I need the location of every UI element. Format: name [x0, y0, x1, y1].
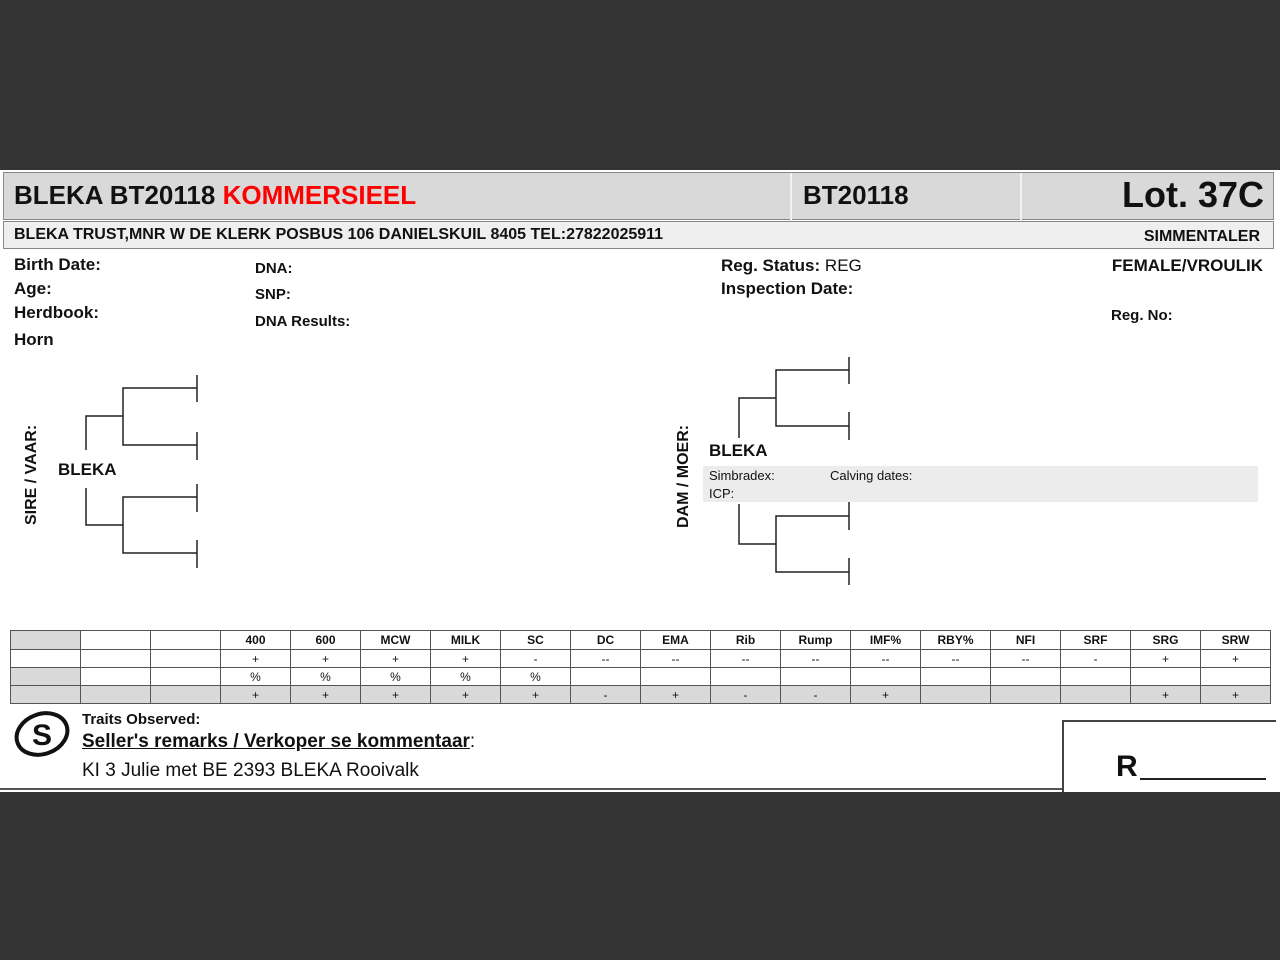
- stats-column-header: Rump: [781, 631, 851, 650]
- stats-column-header: 400: [221, 631, 291, 650]
- stats-row: [11, 668, 1271, 686]
- stats-cell: --: [991, 650, 1061, 668]
- s-logo-icon: [12, 710, 74, 760]
- stats-cell: +: [291, 650, 361, 668]
- stats-cell: %: [221, 668, 291, 686]
- stats-column-header: NFI: [991, 631, 1061, 650]
- stats-cell: +: [851, 686, 921, 704]
- stats-cell: +: [361, 686, 431, 704]
- stats-cell: -: [711, 686, 781, 704]
- stats-header-row: [11, 631, 1271, 650]
- birth-date-label: Birth Date:: [14, 255, 101, 274]
- stats-column-header: RBY%: [921, 631, 991, 650]
- stats-cell: [571, 668, 641, 686]
- stats-table: [10, 630, 1271, 704]
- stats-cell: +: [501, 686, 571, 704]
- stats-column-header: MCW: [361, 631, 431, 650]
- stats-cell: [711, 668, 781, 686]
- reg-status-label: Reg. Status:: [721, 256, 821, 275]
- dam-info-box: [703, 466, 1258, 502]
- stats-cell: [1061, 686, 1131, 704]
- stats-cell: -: [1061, 650, 1131, 668]
- stats-cell: +: [1201, 650, 1271, 668]
- stats-column-header: DC: [571, 631, 641, 650]
- stats-column-header: SRG: [1131, 631, 1201, 650]
- sire-name: BLEKA: [58, 460, 117, 479]
- lot-card: [0, 170, 1280, 792]
- stats-cell: [1201, 668, 1271, 686]
- stats-cell: -: [781, 686, 851, 704]
- stats-cell: +: [431, 650, 501, 668]
- stats-cell: +: [221, 686, 291, 704]
- stats-cell: [991, 668, 1061, 686]
- svg-text:S: S: [31, 719, 53, 752]
- price-box: [1062, 720, 1276, 792]
- stats-column-header: Rib: [711, 631, 781, 650]
- horn-label: Horn: [14, 330, 54, 349]
- remarks-colon: :: [469, 731, 476, 752]
- dna-results-label: DNA Results:: [255, 313, 351, 330]
- stats-cell: --: [571, 650, 641, 668]
- stats-cell: +: [1131, 650, 1201, 668]
- reg-no-label: Reg. No:: [1111, 307, 1173, 324]
- reg-status-value: REG: [824, 256, 862, 275]
- stats-cell: -: [501, 650, 571, 668]
- stats-cell: [921, 686, 991, 704]
- herdbook-label: Herdbook:: [14, 303, 99, 322]
- stats-cell: --: [921, 650, 991, 668]
- sire-label: SIRE / VAAR:: [23, 424, 40, 525]
- stats-cell: +: [221, 650, 291, 668]
- stats-cell: [851, 668, 921, 686]
- calving-dates-label: Calving dates:: [830, 468, 913, 483]
- stats-cell: +: [291, 686, 361, 704]
- stats-cell: [921, 668, 991, 686]
- stats-row: [11, 686, 1271, 704]
- stats-column-header: 600: [291, 631, 361, 650]
- price-prefix: R: [1116, 750, 1138, 783]
- stats-cell: [641, 668, 711, 686]
- stats-cell: [781, 668, 851, 686]
- traits-observed-label: Traits Observed:: [82, 711, 201, 728]
- dam-name: BLEKA: [709, 441, 768, 460]
- stats-cell: %: [501, 668, 571, 686]
- stats-column-header: SRW: [1201, 631, 1271, 650]
- inspection-date-label: Inspection Date:: [721, 279, 854, 298]
- remarks-label: Seller's remarks / Verkoper se kommentaar: [82, 731, 470, 752]
- pedigree-tree: [0, 170, 1280, 630]
- stats-cell: %: [291, 668, 361, 686]
- price-line: [1140, 778, 1266, 780]
- stats-cell: [991, 686, 1061, 704]
- stats-cell: --: [851, 650, 921, 668]
- stats-cell: --: [711, 650, 781, 668]
- simbradex-label: Simbradex:: [709, 468, 775, 483]
- stats-cell: +: [1131, 686, 1201, 704]
- stats-cell: +: [641, 686, 711, 704]
- stats-cell: --: [781, 650, 851, 668]
- stats-cell: %: [361, 668, 431, 686]
- dam-label: DAM / MOER:: [675, 424, 692, 528]
- stats-cell: +: [431, 686, 501, 704]
- animal-name: BLEKA BT20118: [14, 180, 216, 210]
- icp-label: ICP:: [709, 486, 735, 501]
- breed: SIMMENTALER: [1143, 228, 1260, 245]
- stats-column-header: SRF: [1061, 631, 1131, 650]
- age-label: Age:: [14, 279, 52, 298]
- stats-column-header: EMA: [641, 631, 711, 650]
- stats-row: [11, 650, 1271, 668]
- footer-divider: [0, 788, 1062, 790]
- remarks-heading: [82, 731, 475, 753]
- sex: FEMALE/VROULIK: [1111, 256, 1263, 275]
- stats-column-header: IMF%: [851, 631, 921, 650]
- stats-cell: -: [571, 686, 641, 704]
- stats-column-header: MILK: [431, 631, 501, 650]
- snp-label: SNP:: [255, 286, 291, 303]
- stats-cell: %: [431, 668, 501, 686]
- stats-cell: --: [641, 650, 711, 668]
- stats-cell: [1061, 668, 1131, 686]
- animal-id: BT20118: [803, 180, 909, 210]
- dna-label: DNA:: [255, 260, 293, 277]
- remarks-text: KI 3 Julie met BE 2393 BLEKA Rooivalk: [82, 760, 419, 781]
- owner-line: BLEKA TRUST,MNR W DE KLERK POSBUS 106 DANIELSKUIL 8405 TEL:27822025911: [14, 226, 664, 243]
- stats-cell: +: [1201, 686, 1271, 704]
- animal-type: KOMMERSIEEL: [222, 180, 417, 210]
- stats-cell: +: [361, 650, 431, 668]
- stats-column-header: SC: [501, 631, 571, 650]
- lot-number: Lot. 37C: [1121, 174, 1264, 215]
- stats-cell: [1131, 668, 1201, 686]
